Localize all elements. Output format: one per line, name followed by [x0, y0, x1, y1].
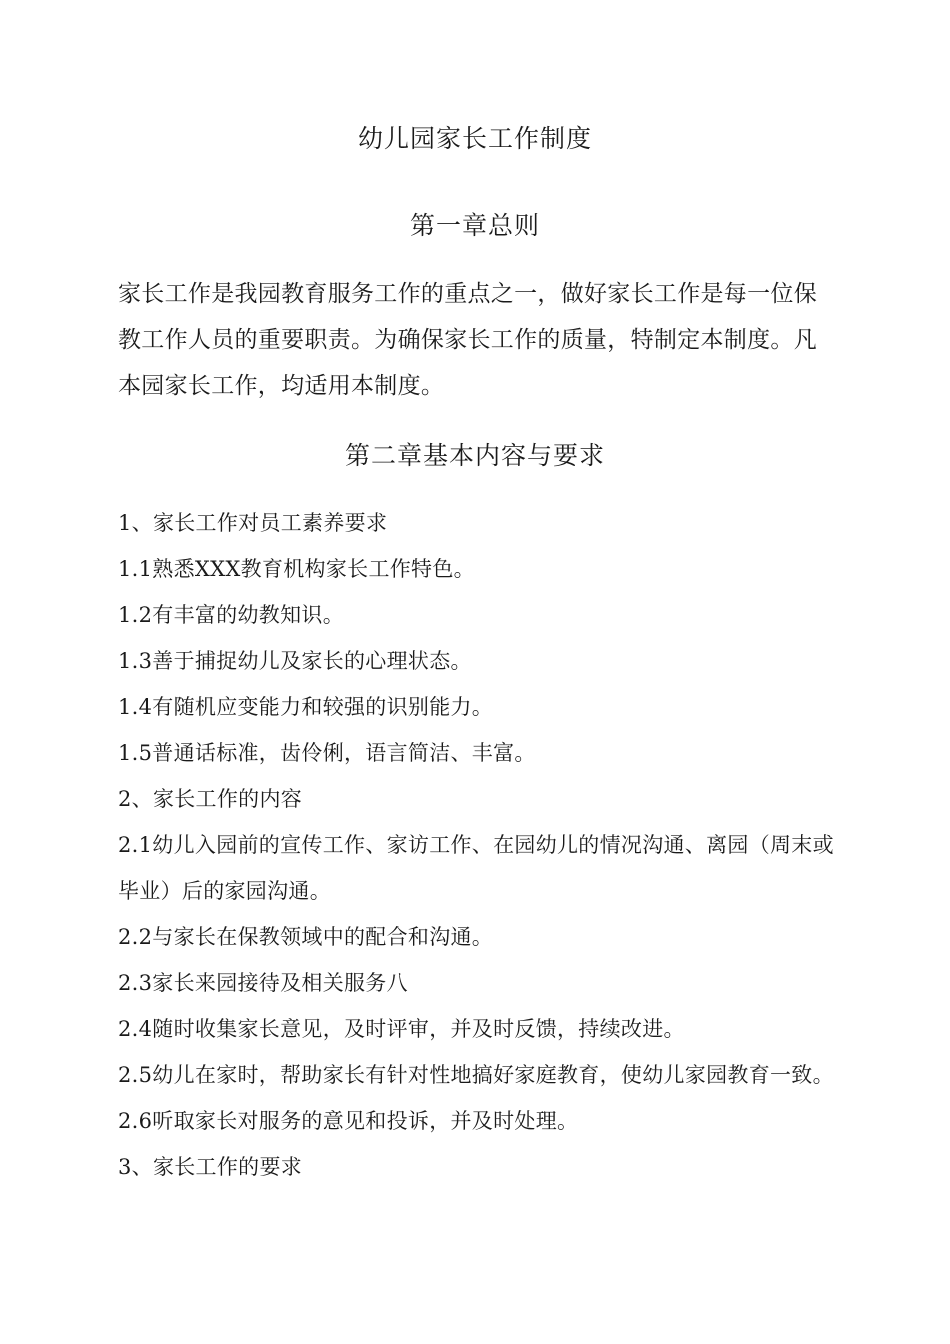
list-item: 1、家长工作对员工素养要求 — [118, 511, 388, 535]
document-title: 幼儿园家长工作制度 — [357, 124, 592, 153]
list-item: 2.6听取家长对服务的意见和投诉，并及时处理。 — [118, 1109, 579, 1133]
list-item: 2、家长工作的内容 — [118, 787, 303, 811]
list-item: 2.2与家长在保教领域中的配合和沟通。 — [118, 925, 494, 949]
list-item: 3、家长工作的要求 — [118, 1155, 303, 1179]
list-item: 1.5普通话标准，齿伶俐，语言简洁、丰富。 — [118, 741, 536, 765]
list-item: 2.5幼儿在家时，帮助家长有针对性地搞好家庭教育，使幼儿家园教育一致。 — [118, 1063, 834, 1087]
chapter2-list — [118, 500, 838, 1190]
list-item: 2.1幼儿入园前的宣传工作、家访工作、在园幼儿的情况沟通、离园（周末或毕业）后的家园沟通。 — [118, 833, 834, 903]
chapter1-heading: 第一章总则 — [409, 211, 540, 240]
list-item: 1.4有随机应变能力和较强的识别能力。 — [118, 695, 494, 719]
list-item: 2.3家长来园接待及相关服务八 — [118, 971, 408, 995]
list-item: 1.3善于捕捉幼儿及家长的心理状态。 — [118, 649, 472, 673]
chapter2-heading: 第二章基本内容与要求 — [344, 441, 605, 470]
chapter1-paragraph: 家长工作是我园教育服务工作的重点之一，做好家长工作是每一位保教工作人员的重要职责。为确保家长工作的质量，特制定本制度。凡本园家长工作，均适用本制度。 — [118, 281, 817, 399]
list-item: 1.1熟悉XXX教育机构家长工作特色。 — [118, 557, 475, 581]
list-item: 2.4随时收集家长意见，及时评审，并及时反馈，持续改进。 — [118, 1017, 685, 1041]
list-item: 1.2有丰富的幼教知识。 — [118, 603, 344, 627]
